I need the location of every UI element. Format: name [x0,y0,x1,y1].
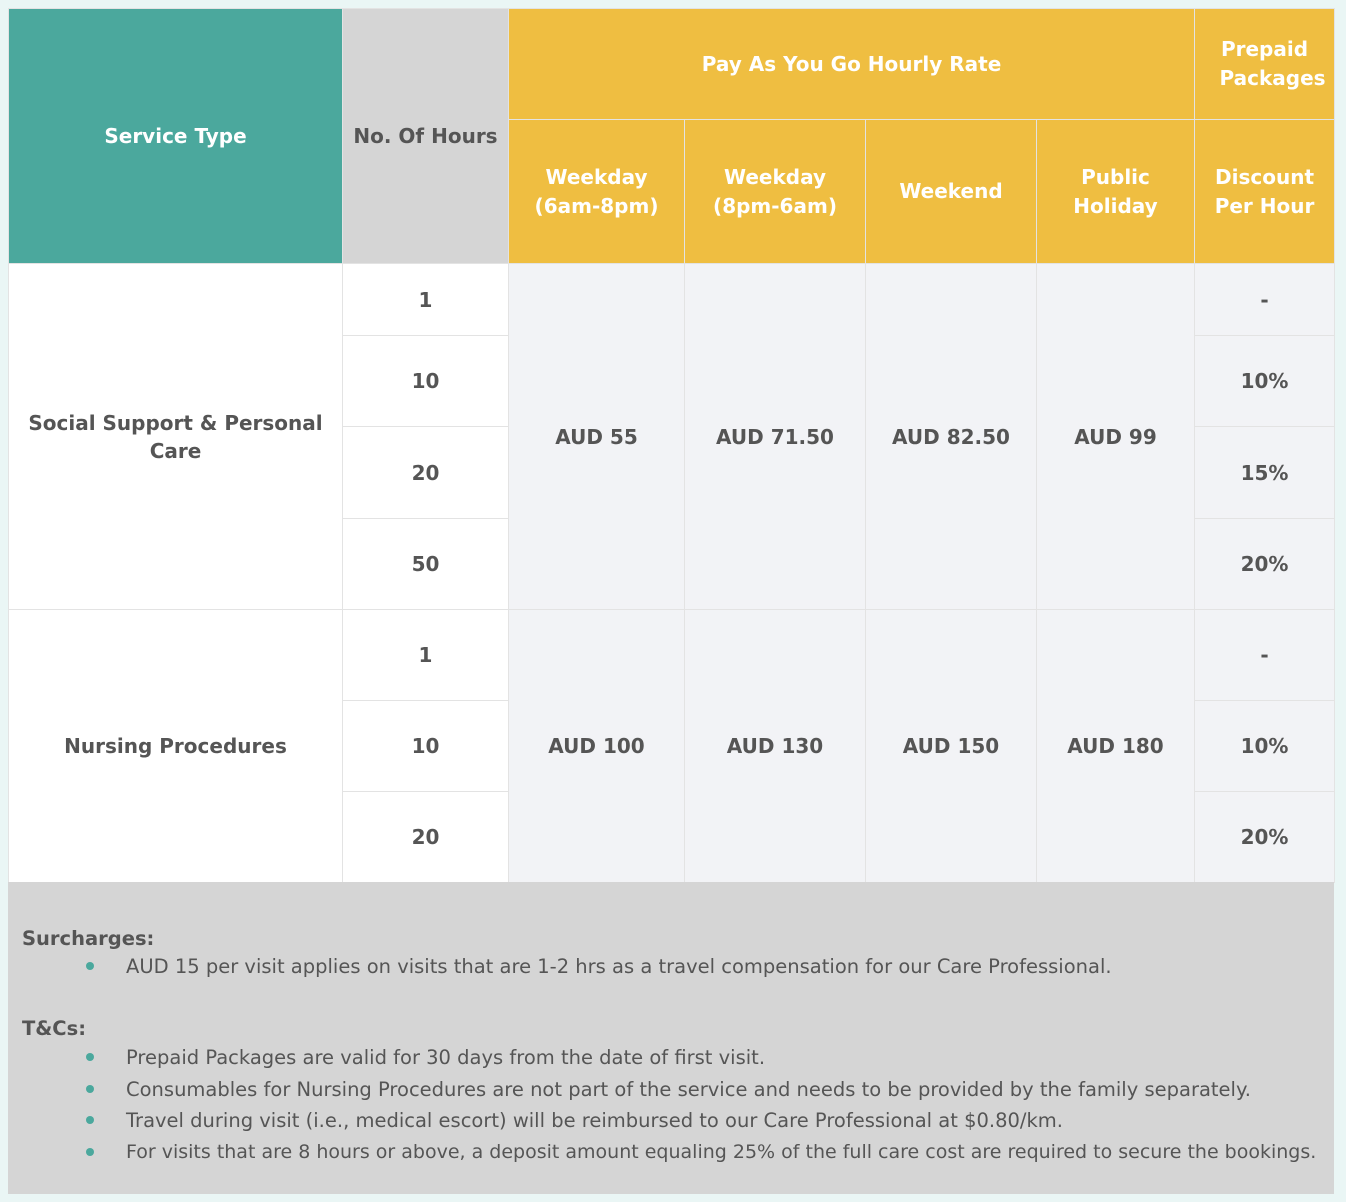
hours-cell: 50 [343,519,509,610]
rate-public-holiday: AUD 180 [1037,610,1195,883]
discount-cell: 10% [1195,701,1335,792]
rate-weekend: AUD 82.50 [866,264,1037,610]
discount-cell: 20% [1195,792,1335,883]
discount-cell: - [1195,610,1335,701]
tc-item: Prepaid Packages are valid for 30 days from the date of first visit. [126,1046,766,1069]
hours-cell: 10 [343,701,509,792]
header-discount-line1: Discount [1215,164,1315,189]
hours-cell: 20 [343,792,509,883]
bullet-icon [86,1053,94,1061]
bullet-icon [86,1148,94,1156]
pricing-panel [8,8,1334,1194]
rate-weekday-day: AUD 55 [509,264,685,610]
rate-weekday-day: AUD 100 [509,610,685,883]
hours-cell: 1 [343,610,509,701]
header-prepaid-packages [1195,9,1335,120]
pricing-table [8,8,1335,883]
header-prepaid-packages-text: Prepaid Packages [1219,37,1326,90]
tc-item: Travel during visit (i.e., medical escort) will be reimbursed to our Care Professional at $0.80/km. [126,1109,1063,1132]
service-name-nursing: Nursing Procedures [9,610,343,883]
rate-weekday-night: AUD 71.50 [685,264,866,610]
hours-cell: 10 [343,336,509,427]
header-weekday-day-line1: Weekday [545,164,648,189]
hours-cell: 20 [343,427,509,519]
table-row [9,264,1335,336]
header-service-type: Service Type [9,9,343,264]
tc-item: For visits that are 8 hours or above, a deposit amount equaling 25% of the full care cost are required to secure the bookings. [126,1141,1317,1163]
surcharge-item: AUD 15 per visit applies on visits that are 1-2 hrs as a travel compensation for our Care Professional. [126,955,1112,978]
surcharges-title: Surcharges: [22,927,155,950]
header-discount-line2: Per Hour [1214,193,1315,218]
discount-cell: - [1195,264,1335,336]
service-name-social-support: Social Support & Personal Care [9,264,343,610]
tcs-title: T&Cs: [22,1017,87,1040]
header-weekday-night-line2: (8pm-6am) [713,193,837,218]
header-weekday-day-line2: (6am-8pm) [534,193,659,218]
tc-item: Consumables for Nursing Procedures are not part of the service and needs to be provided by the family separately. [126,1078,1251,1101]
rate-weekday-night: AUD 130 [685,610,866,883]
rate-weekend: AUD 150 [866,610,1037,883]
header-weekday-day [509,120,685,264]
header-weekend: Weekend [866,120,1037,264]
discount-cell: 20% [1195,519,1335,610]
hours-cell: 1 [343,264,509,336]
bullet-icon [86,1116,94,1124]
header-weekday-night-line1: Weekday [723,164,826,189]
header-no-of-hours: No. Of Hours [343,9,509,264]
header-discount-per-hour [1195,120,1335,264]
header-pay-as-you-go: Pay As You Go Hourly Rate [509,9,1195,120]
bullet-icon [86,1085,94,1093]
header-weekday-night [685,120,866,264]
discount-cell: 15% [1195,427,1335,519]
rate-public-holiday: AUD 99 [1037,264,1195,610]
bullet-icon [86,962,94,970]
header-public-holiday-line2: Holiday [1073,193,1158,218]
table-row [9,610,1335,701]
header-public-holiday [1037,120,1195,264]
notes-section [8,882,1334,1194]
discount-cell: 10% [1195,336,1335,427]
header-public-holiday-line1: Public [1081,164,1150,189]
